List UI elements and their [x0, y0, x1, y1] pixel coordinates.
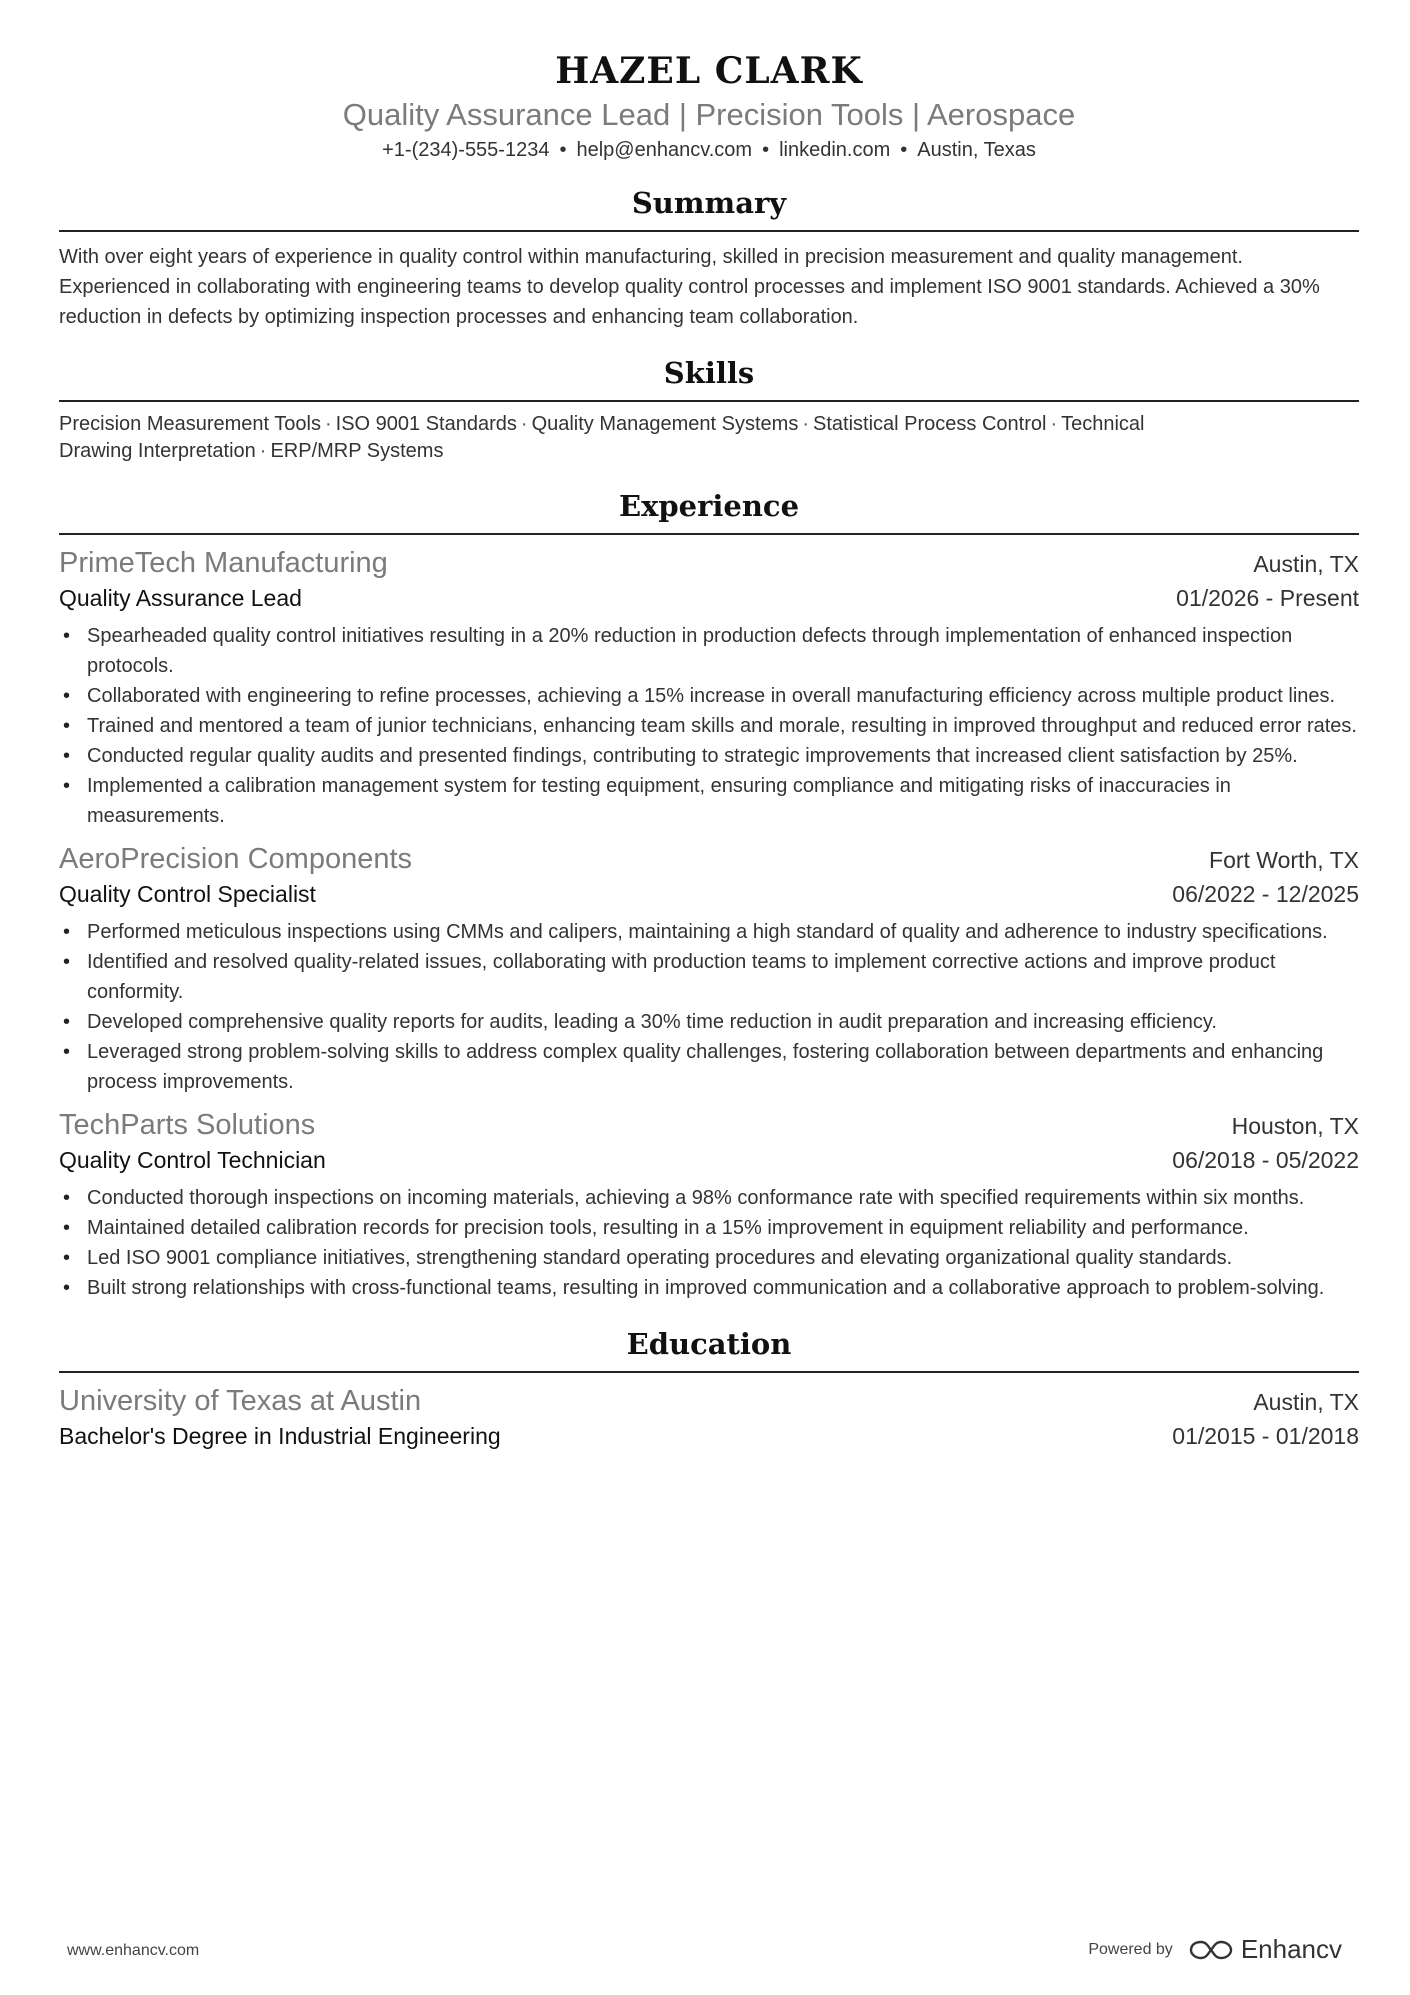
- skill-item: Statistical Process Control: [813, 413, 1047, 435]
- experience-entry: [59, 545, 1359, 831]
- contact-location: Austin, Texas: [917, 139, 1036, 161]
- bullet-item: • Led ISO 9001 compliance initiatives, strengthening standard operating procedures and elevating organizational quality standards.: [87, 1243, 1359, 1273]
- skill-item: Quality Management Systems: [531, 413, 799, 435]
- section-divider: [59, 230, 1359, 232]
- skill-item: Precision Measurement Tools: [59, 413, 321, 435]
- bullet-item: • Built strong relationships with cross-functional teams, resulting in improved communication and a collaborative approach to problem-solving.: [87, 1273, 1359, 1303]
- job-dates: 01/2026 - Present: [1176, 585, 1359, 611]
- contact-email[interactable]: help@enhancv.com: [576, 139, 753, 161]
- contact-separator: •: [900, 139, 908, 161]
- job-title: Quality Assurance Lead: [59, 585, 302, 611]
- footer-branding[interactable]: [1088, 1934, 1342, 1965]
- company-name: AeroPrecision Components: [59, 843, 413, 875]
- skill-separator: ·: [259, 440, 267, 462]
- company-name: TechParts Solutions: [59, 1109, 316, 1141]
- bullet-item: • Leveraged strong problem-solving skills to address complex quality challenges, fostering collaboration between departments and enhancing process improvements.: [87, 1037, 1359, 1097]
- skill-item: ERP/MRP Systems: [270, 440, 444, 462]
- school-name: University of Texas at Austin: [59, 1385, 422, 1417]
- contact-separator: •: [559, 139, 567, 161]
- enhancv-logo-icon: [1187, 1938, 1235, 1962]
- section-title-summary: Summary: [631, 186, 787, 220]
- education-entry: [59, 1383, 1359, 1453]
- bullet-item: • Maintained detailed calibration records for precision tools, resulting in a 15% improvement in equipment reliability and performance.: [87, 1213, 1359, 1243]
- experience-entry: [59, 841, 1359, 1097]
- education-dates: 01/2015 - 01/2018: [1172, 1423, 1359, 1449]
- company-name: PrimeTech Manufacturing: [59, 547, 388, 579]
- job-dates: 06/2018 - 05/2022: [1172, 1147, 1359, 1173]
- contact-info: [59, 136, 1359, 164]
- section-title-skills: Skills: [663, 356, 755, 390]
- skill-separator: ·: [324, 413, 332, 435]
- bullet-item: • Spearheaded quality control initiatives resulting in a 20% reduction in production defects through implementation of enhanced inspection protocols.: [87, 621, 1359, 681]
- skill-item: ISO 9001 Standards: [335, 413, 517, 435]
- job-bullets: [59, 1183, 1359, 1303]
- bullet-item: • Conducted regular quality audits and presented findings, contributing to strategic improvements that increased client satisfaction by 25%.: [87, 741, 1359, 771]
- section-divider: [59, 1371, 1359, 1373]
- skill-separator: ·: [802, 413, 810, 435]
- bullet-item: • Collaborated with engineering to refine processes, achieving a 15% increase in overall manufacturing efficiency across multiple product lines.: [87, 681, 1359, 711]
- bullet-item: • Developed comprehensive quality reports for audits, leading a 30% time reduction in audit preparation and increasing efficiency.: [87, 1007, 1359, 1037]
- experience-entry: [59, 1107, 1359, 1303]
- bullet-item: • Performed meticulous inspections using CMMs and calipers, maintaining a high standard of quality and adherence to industry specifications.: [87, 917, 1359, 947]
- footer-website[interactable]: www.enhancv.com: [67, 1942, 200, 1959]
- job-location: Fort Worth, TX: [1209, 847, 1359, 873]
- bullet-item: • Trained and mentored a team of junior technicians, enhancing team skills and morale, resulting in improved throughput and reduced error rates.: [87, 711, 1359, 741]
- skill-separator: ·: [520, 413, 528, 435]
- experience-section: [59, 487, 1359, 1303]
- skills-section: [59, 354, 1359, 465]
- brand-name: Enhancv: [1240, 1934, 1342, 1964]
- summary-section: [59, 184, 1359, 332]
- powered-by-label: Powered by: [1088, 1940, 1173, 1958]
- contact-phone[interactable]: +1-(234)-555-1234: [382, 139, 550, 161]
- section-title-education: Education: [626, 1327, 792, 1361]
- skill-separator: ·: [1050, 413, 1058, 435]
- job-title: Quality Control Specialist: [59, 881, 316, 907]
- job-bullets: [59, 917, 1359, 1097]
- skills-list: [59, 411, 1209, 465]
- section-title-experience: Experience: [618, 489, 800, 523]
- job-location: Austin, TX: [1253, 551, 1359, 577]
- headline: Quality Assurance Lead | Precision Tools | Aerospace: [342, 97, 1076, 132]
- job-dates: 06/2022 - 12/2025: [1172, 881, 1359, 907]
- education-section: [59, 1325, 1359, 1453]
- contact-separator: •: [762, 139, 770, 161]
- brand-logo[interactable]: [1187, 1934, 1342, 1965]
- bullet-item: • Identified and resolved quality-related issues, collaborating with production teams to implement corrective actions and improve product conformity.: [87, 947, 1359, 1007]
- contact-linkedin[interactable]: linkedin.com: [779, 139, 891, 161]
- degree: Bachelor's Degree in Industrial Engineering: [59, 1423, 501, 1449]
- resume-page: [59, 0, 1359, 1453]
- bullet-item: • Implemented a calibration management system for testing equipment, ensuring compliance and mitigating risks of inaccuracies in measurements.: [87, 771, 1359, 831]
- job-bullets: [59, 621, 1359, 831]
- skill-item: Technical Drawing Interpretation: [59, 413, 1145, 462]
- section-divider: [59, 533, 1359, 535]
- section-divider: [59, 400, 1359, 402]
- job-location: Houston, TX: [1231, 1113, 1359, 1139]
- summary-text: With over eight years of experience in quality control within manufacturing, skilled in precision measurement and quality management. Experienced in collaborating with engineering teams to develop quality control processes and implement ISO 9001 standards. Achieved a 30% reduction in defects by optimizing inspection processes and enhancing team collaboration.: [59, 246, 1320, 328]
- school-location: Austin, TX: [1253, 1389, 1359, 1415]
- candidate-name: HAZEL CLARK: [555, 50, 863, 92]
- job-title: Quality Control Technician: [59, 1147, 326, 1173]
- bullet-item: • Conducted thorough inspections on incoming materials, achieving a 98% conformance rate with specified requirements within six months.: [87, 1183, 1359, 1213]
